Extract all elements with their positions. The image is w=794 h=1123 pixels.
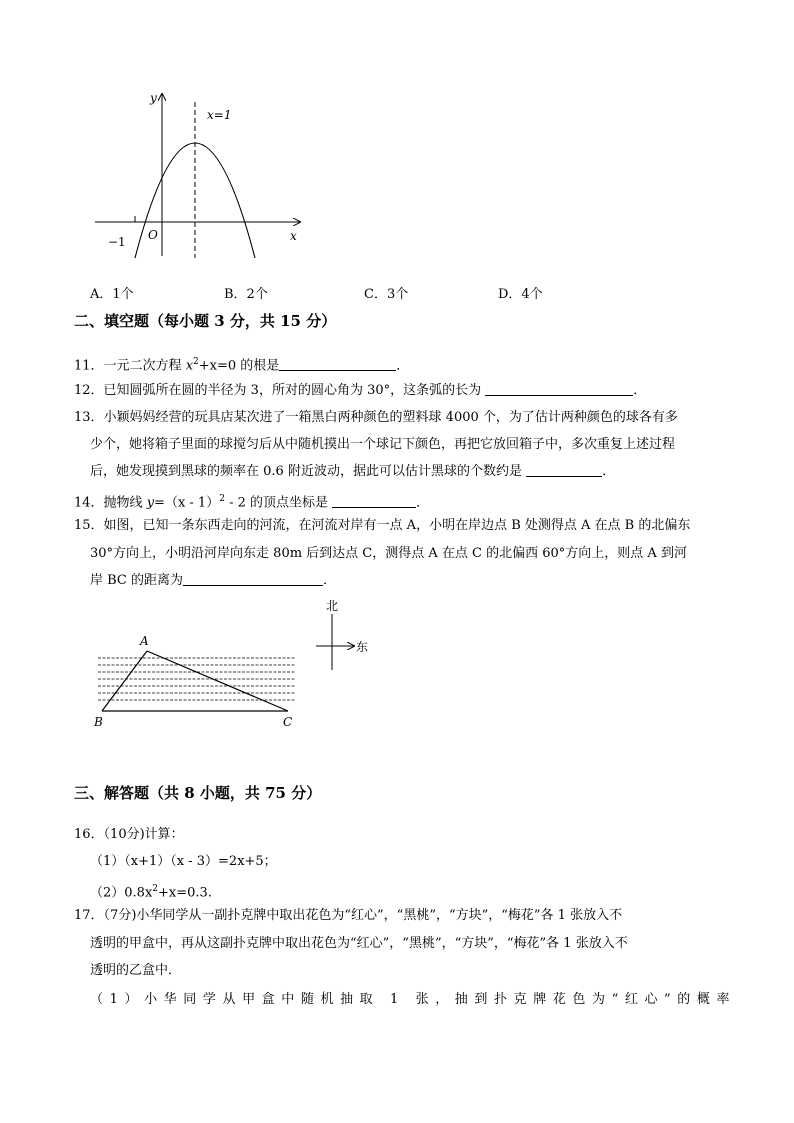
q13-answer-blank[interactable] [526,463,602,477]
question-13-line-1: 13．小颖妈妈经营的玩具店某次进了一箱黑白两种颜色的塑料球 4000 个，为了估计两种颜色的球各有多 [74,410,678,425]
question-17-part-1: （1）小华同学从甲盒中随机抽取 1 张，抽到扑克牌花色为“红心”的概率 [90,992,737,1007]
question-13-line-3 [90,463,615,481]
question-12 [74,382,646,400]
q11-suffix: ． [396,358,410,374]
q13-line3-text: 后，她发现摸到黑球的频率在 0.6 附近波动，据此可以估计黑球的个数约是 [90,464,527,479]
q16-part2-prefix: （2）0.8x [90,885,153,901]
q16-part2-suffix: +x=0.3. [158,885,212,901]
point-a-label: A [140,634,149,648]
q14-prefix: 14．抛物线 [74,495,147,511]
q16-part2-sup: 2 [152,884,159,894]
q15-answer-blank[interactable] [183,572,323,586]
q12-answer-blank[interactable] [485,382,633,396]
q14-sup: 2 [219,494,225,504]
point-b-label: B [94,715,103,729]
river-dashes [98,658,296,700]
minus-one-label: −1 [108,235,126,249]
question-17-line-2: 透明的甲盒中，再从这副扑克牌中取出花色为“红心”，“黑桃”，“方块”，“梅花”各 1 张放入不 [90,936,628,951]
q11-prefix: 11．一元二次方程 [74,358,186,374]
q14-suffix: ． [416,495,430,511]
section-2-title: 二、填空题（每小题 3 分，共 15 分） [74,312,337,330]
q14-y: y [146,495,155,511]
option-a: A．1个 [90,287,134,302]
symmetry-label: x=1 [207,108,232,122]
x-axis-label: x [290,229,297,243]
question-15-line-2: 30°方向上，小明沿河岸向东走 80m 后到达点 C，测得点 A 在点 C 的北偏西 60°方向上，则点 A 到河 [90,546,687,561]
q12-text: 12．已知圆弧所在圆的半径为 3，所对的圆心角为 30°，这条弧的长为 [74,383,486,398]
east-label: 东 [356,640,369,654]
q11-sup: 2 [193,357,199,367]
question-16-line-1: 16．（10分)计算： [74,827,184,842]
q14-after: - 2 的顶点坐标是 [224,495,333,511]
q14-mid: =（x - 1） [154,495,220,511]
q14-answer-blank[interactable] [332,494,416,508]
river-figure [90,628,305,732]
q13-suffix: ． [602,464,616,479]
question-15-line-1: 15．如图，已知一条东西走向的河流，在河流对岸有一点 A，小明在岸边点 B 处测得点 A 在点 B 的北偏东 [74,518,691,533]
option-d: D．4个 [498,287,543,302]
q15-suffix: ． [323,573,337,588]
segment-ab [102,651,147,711]
question-17-line-3: 透明的乙盒中． [90,963,182,978]
q11-answer-blank[interactable] [279,357,396,371]
option-c: C．3个 [364,287,409,302]
q11-x: x [185,358,194,374]
question-13-line-2: 少个，她将箱子里面的球搅匀后从中随机摸出一个球记下颜色，再把它放回箱子中，多次重复上述过程 [90,437,676,452]
point-c-label: C [283,715,293,729]
y-axis-label: y [150,91,157,105]
question-16-part-2 [90,880,212,902]
question-11 [74,353,409,375]
q12-suffix: ． [633,383,647,398]
question-15-line-3 [90,572,336,590]
compass-figure [312,596,378,674]
section-3-title: 三、解答题（共 8 小题，共 75 分） [74,784,322,802]
segment-ac [147,651,288,711]
option-b: B．2个 [224,287,268,302]
question-16-part-1: （1）（x+1）（x - 3）=2x+5； [90,854,277,869]
origin-label: O [148,228,158,242]
q15-line3-text: 岸 BC 的距离为 [90,573,184,588]
parabola-figure [90,88,310,260]
north-label: 北 [326,599,339,613]
q11-mid: +x=0 的根是 [198,358,280,374]
question-17-line-1: 17．（7分)小华同学从一副扑克牌中取出花色为“红心”，“黑桃”，“方块”，“梅花”各 1 张放入不 [74,908,623,923]
question-14 [74,490,429,512]
